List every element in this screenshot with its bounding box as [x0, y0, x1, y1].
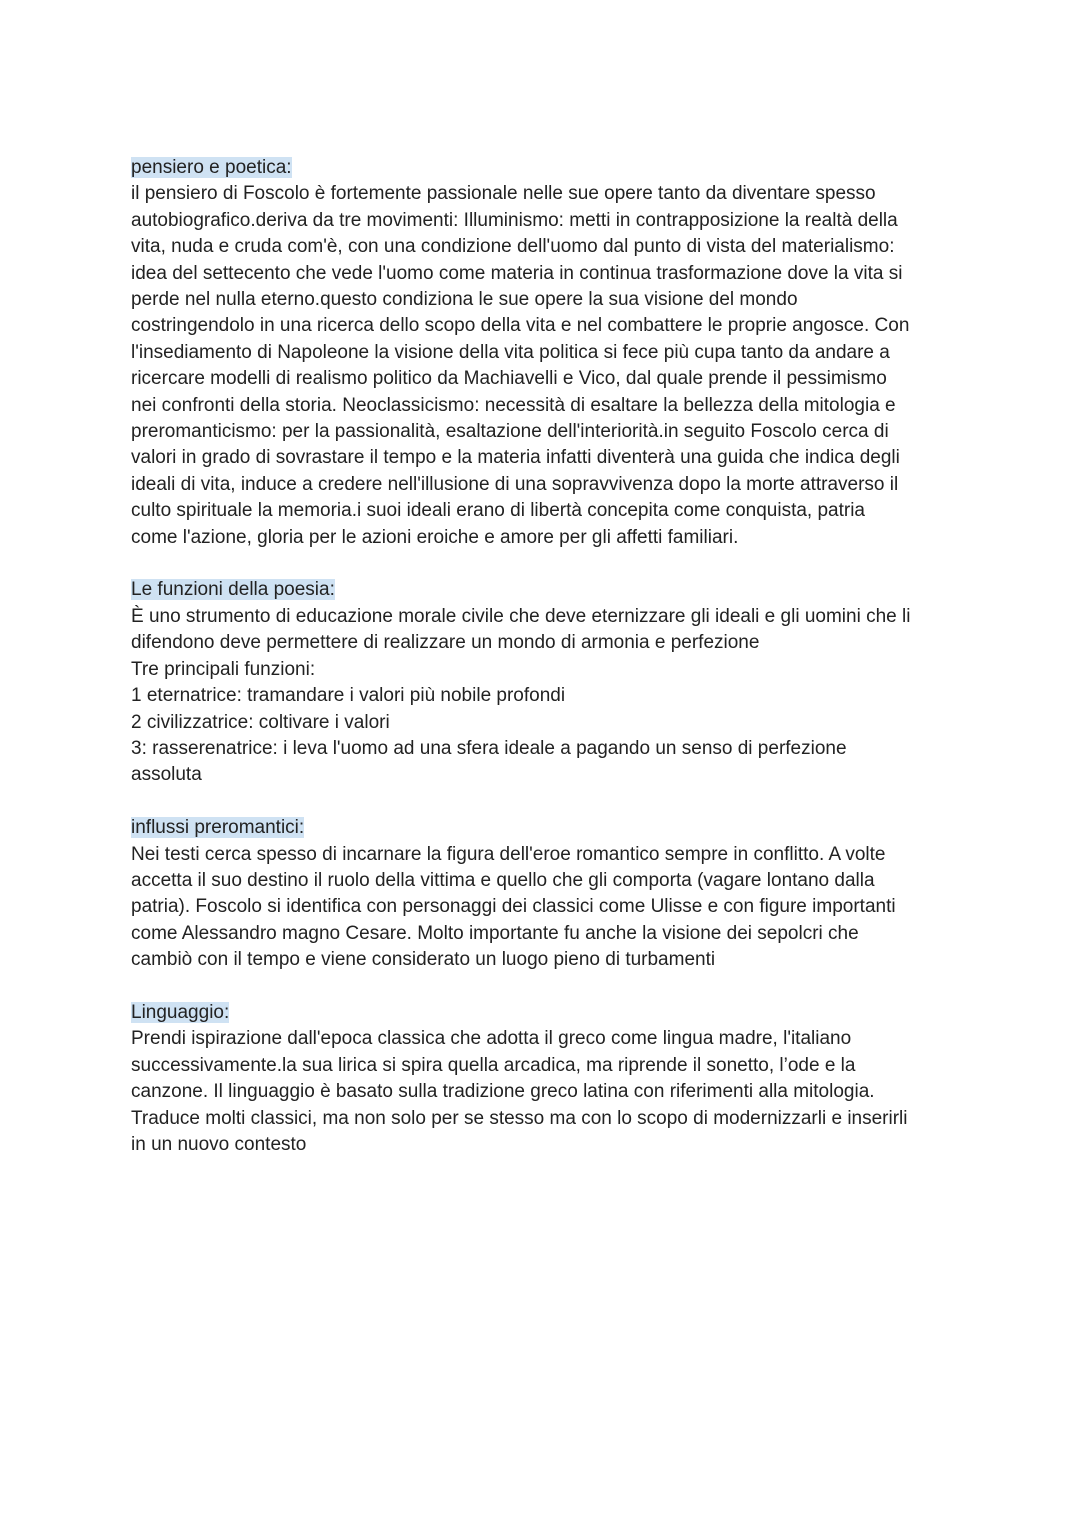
text-line: vita, nuda e cruda com'è, con una condizione dell'uomo dal punto di vista del materialismo:	[131, 236, 895, 258]
section-pensiero-e-poetica	[131, 155, 961, 551]
list-item: 3: rasserenatrice: i leva l'uomo ad una sfera ideale a pagando un senso di perfezione	[131, 737, 847, 759]
text-line: successivamente.la sua lirica si spira quella arcadica, ma riprende il sonetto, l’ode e la	[131, 1054, 856, 1076]
text-line: culto spirituale la memoria.i suoi ideali erano di libertà concepita come conquista, patria	[131, 500, 865, 522]
text-line: accetta il suo destino il ruolo della vittima e quello che gli comporta (vagare lontano dalla	[131, 869, 875, 891]
section-paragraph	[131, 1026, 961, 1158]
text-line: idea del settecento che vede l'uomo come materia in continua trasformazione dove la vita si	[131, 262, 903, 284]
section-paragraph	[131, 181, 961, 551]
text-line: come l'azione, gloria per le azioni eroiche e amore per gli affetti familiari.	[131, 526, 739, 548]
text-line: Traduce molti classici, ma non solo per se stesso ma con lo scopo di modernizzarli e inserirli	[131, 1107, 908, 1129]
section-heading: Le funzioni della poesia:	[131, 579, 335, 601]
section-paragraph	[131, 842, 961, 974]
text-line: ideali di vita, induce a credere nell'illusione di una sopravvivenza dopo la morte attraverso il	[131, 473, 899, 495]
section-heading: pensiero e poetica:	[131, 157, 292, 178]
document-body	[131, 155, 961, 1185]
text-line: patria). Foscolo si identifica con personaggi dei classici come Ulisse e con figure importanti	[131, 896, 896, 918]
list-item: 2 civilizzatrice: coltivare i valori	[131, 711, 390, 733]
text-line: canzone. Il linguaggio è basato sulla tradizione greco latina con riferimenti alla mitologia.	[131, 1081, 875, 1103]
text-line: il pensiero di Foscolo è fortemente passionale nelle sue opere tanto da diventare spesso	[131, 183, 876, 205]
text-line: costringendolo in una ricerca dello scopo della vita e nel combattere le proprie angosce. Con	[131, 315, 910, 337]
text-line: autobiografico.deriva da tre movimenti: Illuminismo: metti in contrapposizione la realtà della	[131, 209, 898, 231]
section-linguaggio	[131, 1000, 961, 1158]
text-line: perde nel nulla eterno.questo condiziona le sue opere la sua visione del mondo	[131, 289, 798, 311]
text-line: l'insediamento di Napoleone la visione della vita politica si fece più cupa tanto da andare a	[131, 341, 890, 363]
list-item: 1 eternatrice: tramandare i valori più nobile profondi	[131, 685, 566, 707]
text-line: È uno strumento di educazione morale civile che deve eternizzare gli ideali e gli uomini che li	[131, 605, 911, 627]
text-line: Tre principali funzioni:	[131, 658, 316, 680]
text-line: in un nuovo contesto	[131, 1133, 307, 1155]
text-line: Prendi ispirazione dall'epoca classica che adotta il greco come lingua madre, l'italiano	[131, 1028, 852, 1050]
text-line: come Alessandro magno Cesare. Molto importante fu anche la visione dei sepolcri che	[131, 922, 859, 944]
text-line: nei confronti della storia. Neoclassicismo: necessità di esaltare la bellezza della mitologia e	[131, 394, 896, 416]
section-influssi-preromantici	[131, 815, 961, 973]
section-funzioni-della-poesia	[131, 577, 961, 788]
section-heading: influssi preromantici:	[131, 817, 305, 839]
text-line: ricercare modelli di realismo politico da Machiavelli e Vico, dal quale prende il pessimismo	[131, 368, 887, 390]
text-line: assoluta	[131, 764, 202, 786]
text-line: Nei testi cerca spesso di incarnare la figura dell'eroe romantico sempre in conflitto. A volte	[131, 843, 886, 865]
text-line: difendono deve permettere di realizzare un mondo di armonia e perfezione	[131, 632, 760, 654]
section-paragraph	[131, 604, 961, 789]
text-line: preromanticismo: per la passionalità, esaltazione dell'interiorità.in seguito Foscolo cerca di	[131, 421, 889, 443]
text-line: cambiò con il tempo e viene considerato un luogo pieno di turbamenti	[131, 949, 716, 971]
text-line: valori in grado di sovrastare il tempo e la materia infatti diventerà una guida che indica degli	[131, 447, 900, 469]
section-heading: Linguaggio:	[131, 1001, 230, 1023]
